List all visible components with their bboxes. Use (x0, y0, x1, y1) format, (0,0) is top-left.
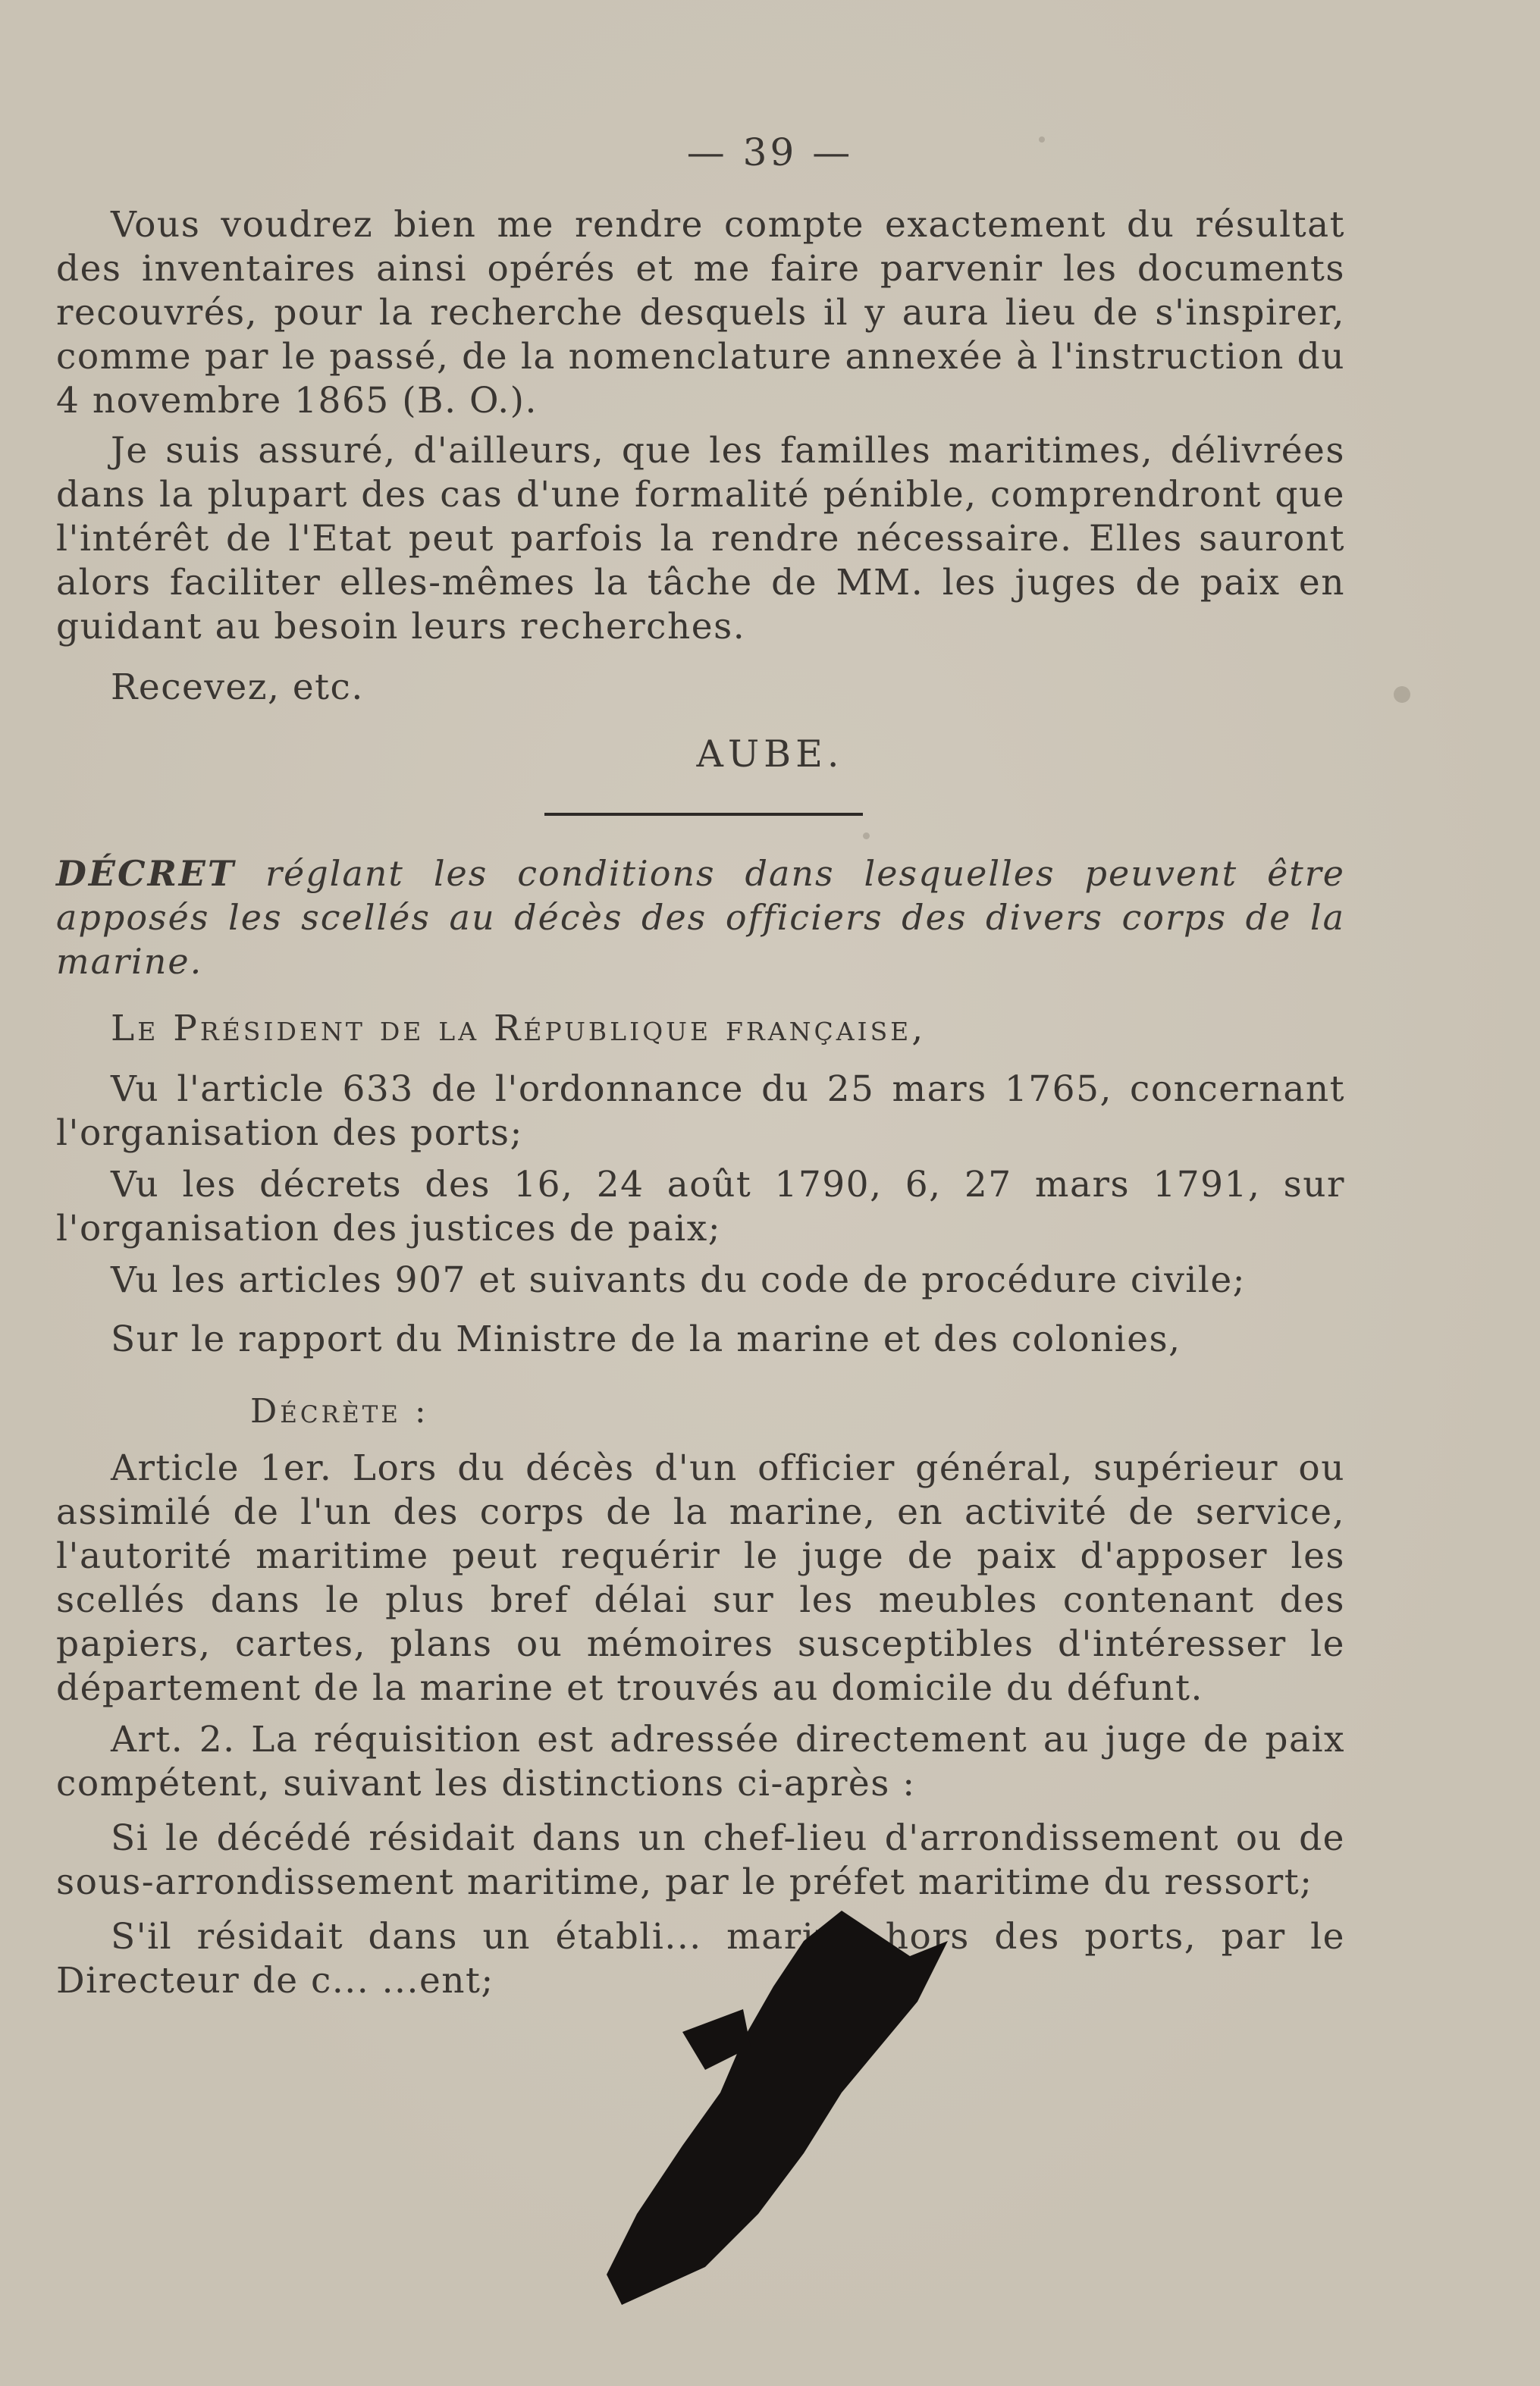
signature-aube: AUBE. (696, 732, 844, 776)
consideration-decrets: Vu les décrets des 16, 24 août 1790, 6, 27 mars 1791, sur l'organisation des justices de paix; (56, 1164, 1345, 1249)
decree-title-text: réglant les conditions dans lesquelles peuvent être apposés les scellés au décès des officiers des divers corps de la marine. (56, 853, 1345, 982)
consideration-ordonnance: Vu l'article 633 de l'ordonnance du 25 mars 1765, concernant l'organisation des ports; (56, 1068, 1345, 1154)
consideration-rapport: Sur le rapport du Ministre de la marine et des colonies, (111, 1318, 1181, 1360)
ink-blot (591, 1895, 971, 2320)
decrete-heading: Décrète : (250, 1392, 429, 1431)
decree-title (56, 851, 1345, 983)
article-1: Article 1er. Lors du décès d'un officier général, supérieur ou assimilé de l'un des corps de la marine, en activité de service, l'autorité maritime peut requérir le juge de paix d'apposer les scellés dans le plus bref délai sur les meubles contenant des papiers, cartes, plans ou mémoires susceptibles d'intéresser le département de la marine et trouvés au domicile du défunt. (56, 1447, 1345, 1709)
page-number: — 39 — (686, 130, 854, 174)
paragraph-inventory-report: Vous voudrez bien me rendre compte exactement du résultat des inventaires ainsi opérés et me faire parvenir les documents recouvrés, pour la recherche desquels il y aura lieu de s'inspirer, comme par le passé, de la nomenclature annexée à l'instruction du 4 novembre 1865 (B. O.). (56, 204, 1345, 422)
paragraph-closing-formula: Recevez, etc. (111, 666, 364, 708)
section-divider-rule (544, 813, 863, 816)
consideration-code: Vu les articles 907 et suivants du code de procédure civile; (111, 1259, 1246, 1301)
decree-lead-word: DÉCRET (56, 853, 237, 894)
paragraph-maritime-families: Je suis assuré, d'ailleurs, que les familles maritimes, délivrées dans la plupart des cas d'une formalité pénible, comprendront que l'intérêt de l'Etat peut parfois la rendre nécessaire. Elles sauront alors faciliter elles-mêmes la tâche de MM. les juges de paix en guidant au besoin leurs recherches. (56, 430, 1345, 647)
president-line: Le Président de la République française, (111, 1008, 927, 1049)
decree-body-preamble (56, 1007, 1345, 1362)
article-2-chef-lieu: Si le décédé résidait dans un chef-lieu d'arrondissement ou de sous-arrondissement maritime, par le préfet maritime du ressort; (56, 1817, 1345, 1903)
paper-speck (1039, 136, 1045, 143)
article-2: Art. 2. La réquisition est adressée directement au juge de paix compétent, suivant les distinctions ci-après : (56, 1719, 1345, 1804)
article-2-etablissement: S'il résidait dans un établi... marine hors des ports, par le Directeur de c... ...ent; (56, 1916, 1345, 2002)
paper-speck (1394, 686, 1410, 703)
intro-letter-text (56, 203, 1345, 710)
paper-speck (863, 832, 870, 839)
